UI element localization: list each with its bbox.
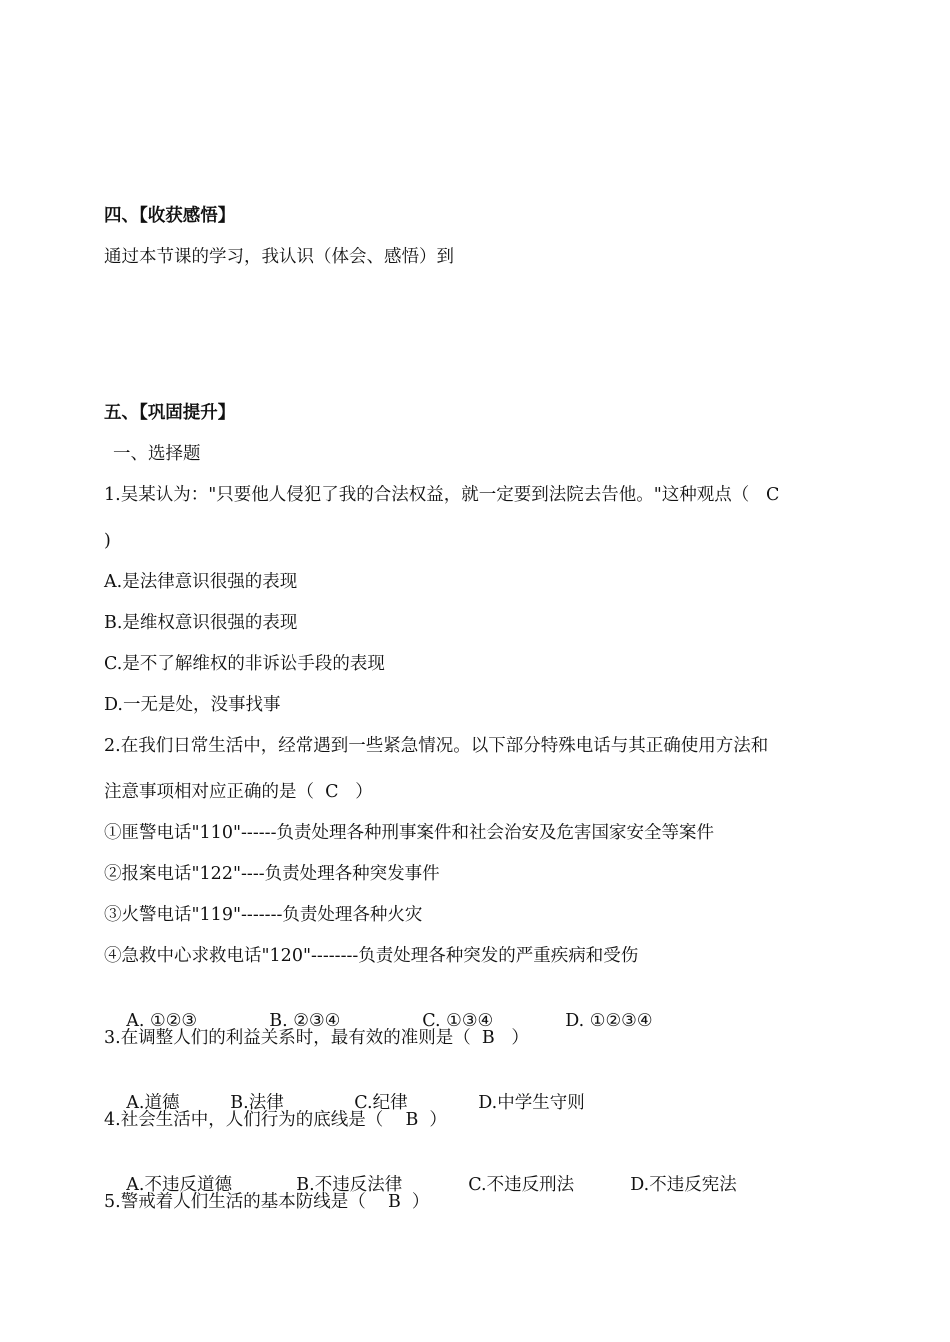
q2-item-4: ④急救中心求救电话"120"--------负责处理各种突发的严重疾病和受伤	[104, 946, 639, 966]
q2-option-c: C. ①③④	[422, 1011, 494, 1031]
section5-subheading: 一、选择题	[113, 444, 201, 464]
q3-option-d: D.中学生守则	[478, 1093, 585, 1113]
q1-option-c: C.是不了解维权的非诉讼手段的表现	[104, 654, 385, 674]
q1-option-a: A.是法律意识很强的表现	[104, 572, 298, 592]
section5-heading: 五、【巩固提升】	[104, 403, 236, 423]
q3-option-c: C.纪律	[354, 1093, 408, 1113]
q1-option-b: B.是维权意识很强的表现	[104, 613, 298, 633]
q3-option-b: B.法律	[230, 1093, 284, 1113]
q2-item-2: ②报案电话"122"----负责处理各种突发事件	[104, 864, 440, 884]
q2-stem-cont: 注意事项相对应正确的是（ C ）	[104, 782, 373, 802]
q4-option-d: D.不违反宪法	[630, 1175, 737, 1195]
q4-stem: 4.社会生活中，人们行为的底线是（ B ）	[104, 1110, 447, 1130]
q4-option-a: A.不违反道德	[126, 1175, 232, 1195]
q2-option-d: D. ①②③④	[565, 1011, 653, 1031]
q2-item-3: ③火警电话"119"-------负责处理各种火灾	[104, 905, 423, 925]
q3-stem: 3.在调整人们的利益关系时，最有效的准则是（ B ）	[104, 1028, 529, 1048]
q1-option-d: D.一无是处，没事找事	[104, 695, 281, 715]
q2-stem: 2.在我们日常生活中，经常遇到一些紧急情况。以下部分特殊电话与其正确使用方法和	[104, 736, 769, 756]
q4-option-b: B.不违反法律	[296, 1175, 403, 1195]
q2-option-b: B. ②③④	[269, 1011, 341, 1031]
q2-option-a: A. ①②③	[126, 1011, 198, 1031]
section4-heading: 四、【收获感悟】	[104, 206, 236, 226]
q2-item-1: ①匪警电话"110"------负责处理各种刑事案件和社会治安及危害国家安全等案件	[104, 823, 714, 843]
q5-stem: 5.警戒着人们生活的基本防线是（ B ）	[104, 1192, 430, 1212]
q1-stem-cont: )	[104, 531, 111, 551]
section4-prompt: 通过本节课的学习，我认识（体会、感悟）到	[104, 247, 454, 267]
q3-option-a: A.道德	[126, 1093, 180, 1113]
q1-stem: 1.吴某认为："只要他人侵犯了我的合法权益，就一定要到法院去告他。"这种观点（ C	[104, 485, 780, 505]
q4-option-c: C.不违反刑法	[468, 1175, 575, 1195]
